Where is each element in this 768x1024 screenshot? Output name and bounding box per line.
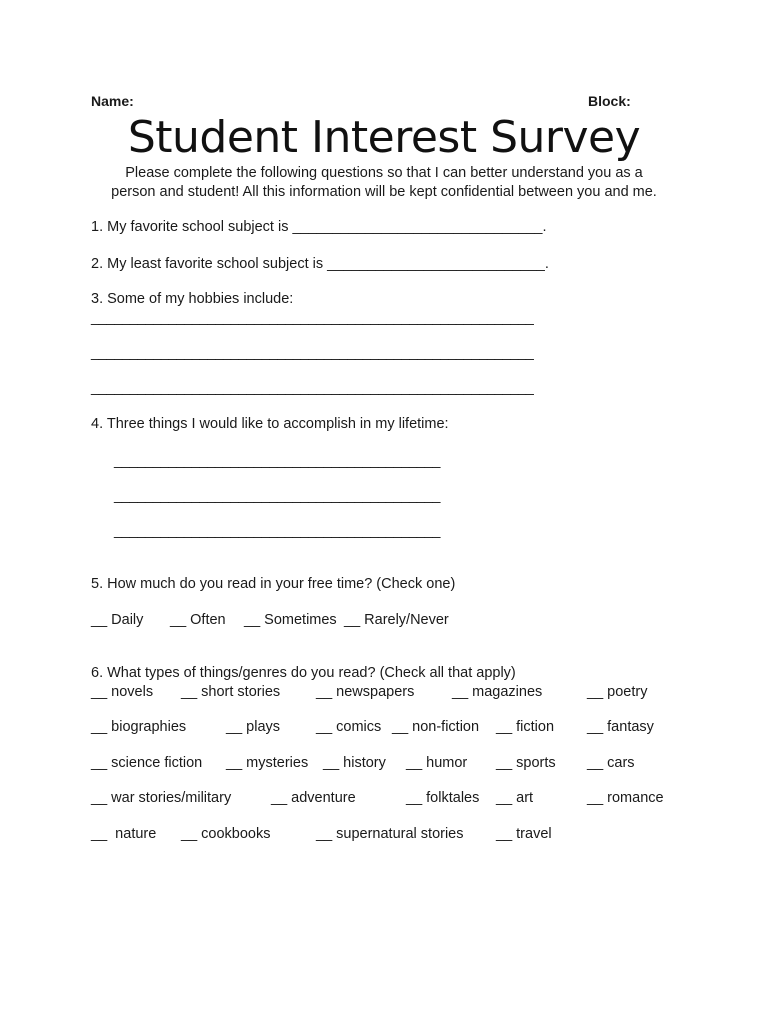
genre-sports[interactable]: __ sports	[496, 755, 556, 771]
genre-novels[interactable]: __ novels	[91, 684, 154, 700]
genre-short-stories[interactable]: __ short stories	[181, 684, 281, 700]
genre-cars[interactable]: __ cars	[587, 755, 635, 771]
genre-magazines[interactable]: __ magazines	[452, 684, 543, 700]
answer-line[interactable]: _________________________________________________________	[91, 310, 534, 326]
block-label: Block:	[588, 93, 631, 109]
answer-line[interactable]: __________________________________________	[114, 523, 441, 539]
genre-adventure[interactable]: __ adventure	[271, 790, 356, 806]
option-sometimes[interactable]: __ Sometimes	[244, 612, 337, 628]
name-label: Name:	[91, 93, 134, 109]
genre-humor[interactable]: __ humor	[406, 755, 468, 771]
genre-war-stories-military[interactable]: __ war stories/military	[91, 790, 232, 806]
page-title: Student Interest Survey	[127, 112, 641, 163]
answer-line[interactable]: _________________________________________________________	[91, 345, 534, 361]
genre-plays[interactable]: __ plays	[226, 719, 281, 735]
answer-line[interactable]: __________________________________________	[114, 488, 441, 504]
genre-art[interactable]: __ art	[496, 790, 534, 806]
genre-supernatural-stories[interactable]: __ supernatural stories	[316, 826, 464, 842]
intro-text	[0, 164, 768, 202]
question-3: 3. Some of my hobbies include:	[91, 291, 294, 307]
genre-cookbooks[interactable]: __ cookbooks	[181, 826, 271, 842]
answer-line[interactable]: __________________________________________	[114, 453, 441, 469]
genre-nature[interactable]: __ nature	[91, 826, 157, 842]
question-5: 5. How much do you read in your free time? (Check one)	[91, 576, 456, 592]
genre-mysteries[interactable]: __ mysteries	[226, 755, 309, 771]
intro-line: Please complete the following questions so that I can better understand you as a	[125, 165, 643, 181]
genre-fiction[interactable]: __ fiction	[496, 719, 555, 735]
question-1: 1. My favorite school subject is _______________________________.	[91, 219, 547, 235]
option-rarely-never[interactable]: __ Rarely/Never	[344, 612, 449, 628]
genre-newspapers[interactable]: __ newspapers	[316, 684, 415, 700]
genre-comics[interactable]: __ comics	[316, 719, 382, 735]
genre-biographies[interactable]: __ biographies	[91, 719, 187, 735]
genre-history[interactable]: __ history	[323, 755, 386, 771]
genre-travel[interactable]: __ travel	[496, 826, 552, 842]
answer-line[interactable]: _________________________________________________________	[91, 380, 534, 396]
option-often[interactable]: __ Often	[170, 612, 226, 628]
question-6: 6. What types of things/genres do you read? (Check all that apply)	[91, 665, 516, 681]
genre-romance[interactable]: __ romance	[587, 790, 664, 806]
option-daily[interactable]: __ Daily	[91, 612, 144, 628]
intro-line: person and student! All this information will be kept confidential between you and me.	[111, 184, 657, 200]
genre-folktales[interactable]: __ folktales	[406, 790, 480, 806]
question-2: 2. My least favorite school subject is ___________________________.	[91, 256, 549, 272]
genre-fantasy[interactable]: __ fantasy	[587, 719, 654, 735]
genre-science-fiction[interactable]: __ science fiction	[91, 755, 203, 771]
genre-non-fiction[interactable]: __ non-fiction	[392, 719, 480, 735]
question-4: 4. Three things I would like to accomplish in my lifetime:	[91, 416, 449, 432]
genre-poetry[interactable]: __ poetry	[587, 684, 648, 700]
